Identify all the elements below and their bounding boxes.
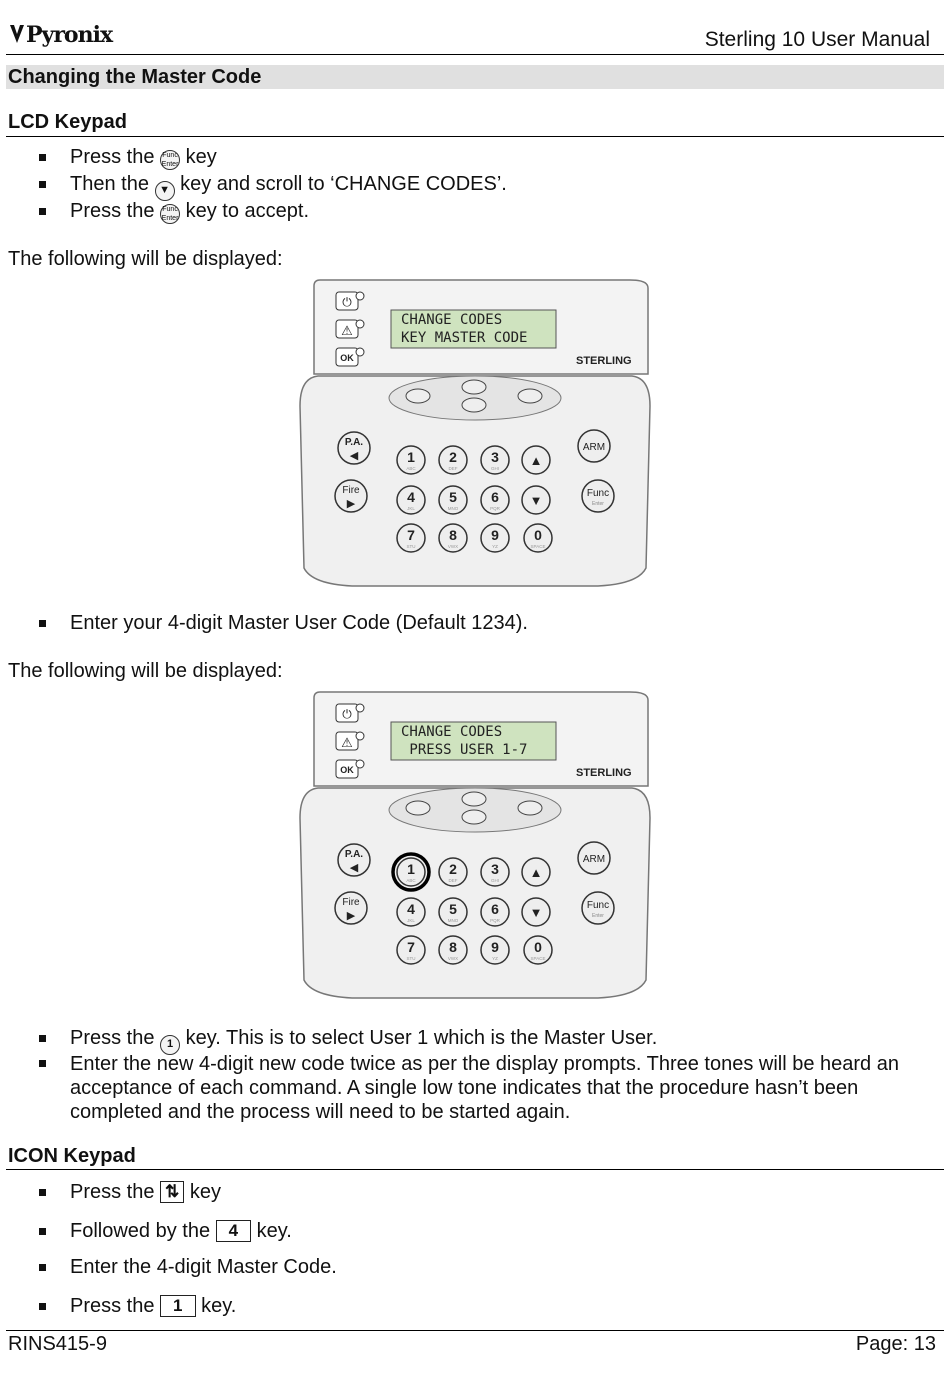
digit-sub-label: STU — [406, 956, 416, 961]
digit-sub-label: SPACE — [530, 956, 546, 961]
lcd-line-1: CHANGE CODES — [401, 724, 503, 740]
digit-label: 7 — [407, 939, 415, 955]
key-4-icon: 4 — [216, 1220, 251, 1242]
section-title: Changing the Master Code — [8, 66, 262, 88]
bullet — [39, 1228, 46, 1235]
icon-keypad-heading: ICON Keypad — [8, 1145, 136, 1167]
icon-step-3: Enter the 4-digit Master Code. — [70, 1256, 337, 1279]
digit-label: 5 — [449, 901, 457, 917]
svg-text:▶: ▶ — [346, 910, 356, 922]
pyronix-logo — [8, 22, 112, 48]
ok-label: OK — [340, 765, 354, 775]
digit-label: 3 — [491, 861, 499, 877]
digit-sub-label: GHI — [490, 466, 500, 471]
bullet — [39, 1035, 46, 1042]
bullet — [39, 1189, 46, 1196]
func-enter-key-icon: Func Enter — [161, 152, 179, 168]
digit-label: 7 — [407, 527, 415, 543]
digit-sub-label: DEF — [448, 878, 458, 883]
svg-text:◀: ◀ — [349, 450, 359, 462]
digit-sub-label: ABC — [406, 878, 416, 883]
digit-label: 2 — [449, 449, 457, 465]
bullet — [39, 1060, 46, 1067]
bullet — [39, 208, 46, 215]
svg-text:Fire: Fire — [342, 485, 360, 496]
func-enter-key-icon: Func Enter — [161, 206, 179, 222]
digit-sub-label: DEF — [448, 466, 458, 471]
digit-sub-label: YZ — [492, 544, 498, 549]
following-text-2: The following will be displayed: — [8, 660, 283, 682]
digit-sub-label: PQR — [490, 918, 500, 923]
digit-sub-label: YZ — [492, 956, 498, 961]
icon-step-2: Followed by the 4 key. — [70, 1220, 292, 1243]
scroll-key-icon: ⇅ — [160, 1181, 184, 1203]
svg-text:Func: Func — [586, 900, 610, 911]
brand-label: STERLING — [576, 767, 632, 779]
header-rule — [6, 54, 944, 55]
svg-text:P.A.: P.A. — [344, 437, 364, 448]
digit-sub-label: SPACE — [530, 544, 546, 549]
digit-sub-label: JKL — [407, 506, 415, 511]
bullet — [39, 1264, 46, 1271]
svg-text:▼: ▼ — [529, 905, 543, 920]
lcd-keypad-heading: LCD Keypad — [8, 111, 127, 133]
digit-label: 0 — [534, 527, 542, 543]
bullet — [39, 154, 46, 161]
digit-label: 4 — [407, 901, 415, 917]
bullet — [39, 1303, 46, 1310]
digit-sub-label: GHI — [490, 878, 500, 883]
svg-text:Enter: Enter — [592, 501, 604, 507]
svg-text:Fire: Fire — [342, 897, 360, 908]
svg-text:ARM: ARM — [582, 854, 606, 865]
lcd-step-enter-code: Enter your 4-digit Master User Code (Default 1234). — [70, 612, 528, 635]
digit-label: 8 — [449, 939, 457, 955]
svg-text:▲: ▲ — [529, 453, 543, 468]
ok-label: OK — [340, 353, 354, 363]
lcd-step-enter-new-code: Enter the new 4-digit new code twice as per the display prompts. Three tones will be heard an acceptance of each command. A single low tone indicates that the procedure hasn’t been completed and the process will need to be started again. — [70, 1052, 899, 1124]
svg-text:▼: ▼ — [529, 493, 543, 508]
key-1-box-icon: 1 — [160, 1295, 195, 1317]
digit-label: 6 — [491, 489, 499, 505]
document-code: RINS415-9 — [8, 1333, 107, 1355]
pyronix-logo-icon — [8, 23, 26, 45]
footer-rule — [6, 1330, 944, 1331]
lcd-step-2: Then the ▼ key and scroll to ‘CHANGE CODES’. — [70, 173, 507, 201]
lcd-line-1: CHANGE CODES — [401, 312, 503, 328]
digit-label: 8 — [449, 527, 457, 543]
svg-text:⚠: ⚠ — [341, 735, 353, 750]
icon-step-1: Press the ⇅ key — [70, 1181, 221, 1204]
digit-label: 1 — [407, 861, 415, 877]
bullet — [39, 181, 46, 188]
digit-sub-label: STU — [406, 544, 416, 549]
lcd-step-1: Press the Func Enter key — [70, 146, 217, 170]
svg-text:⚠: ⚠ — [341, 323, 353, 338]
digit-label: 9 — [491, 939, 499, 955]
svg-text:⏻: ⏻ — [342, 707, 352, 721]
digit-sub-label: MNO — [447, 506, 459, 511]
lcd-rule — [6, 136, 944, 137]
svg-text:Enter: Enter — [592, 913, 604, 919]
lcd-step-press-1: Press the 1 key. This is to select User 1 which is the Master User. — [70, 1027, 657, 1055]
digit-label: 9 — [491, 527, 499, 543]
lcd-step-3: Press the Func Enter key to accept. — [70, 200, 309, 224]
svg-text:▲: ▲ — [529, 865, 543, 880]
digit-label: 4 — [407, 489, 415, 505]
keypad-illustration-1 — [298, 278, 652, 590]
digit-sub-label: ABC — [406, 466, 416, 471]
down-arrow-key-icon: ▼ — [155, 181, 175, 201]
icon-rule — [6, 1169, 944, 1170]
icon-step-4: Press the 1 key. — [70, 1295, 236, 1318]
digit-sub-label: PQR — [490, 506, 500, 511]
lcd-line-2: PRESS USER 1-7 — [401, 742, 528, 758]
page-number: Page: 13 — [855, 1333, 936, 1355]
brand-label: STERLING — [576, 355, 632, 367]
digit-label: 1 — [407, 449, 415, 465]
digit-label: 5 — [449, 489, 457, 505]
digit-label: 3 — [491, 449, 499, 465]
digit-sub-label: VWX — [447, 956, 459, 961]
digit-label: 2 — [449, 861, 457, 877]
bullet — [39, 620, 46, 627]
svg-text:P.A.: P.A. — [344, 849, 364, 860]
logo-text: Pyronix — [26, 22, 113, 48]
digit-sub-label: VWX — [447, 544, 459, 549]
digit-sub-label: MNO — [447, 918, 459, 923]
svg-text:◀: ◀ — [349, 862, 359, 874]
key-1-icon: 1 — [160, 1035, 180, 1055]
lcd-line-2: KEY MASTER CODE — [401, 330, 528, 346]
digit-label: 6 — [491, 901, 499, 917]
svg-text:▶: ▶ — [346, 498, 356, 510]
svg-text:ARM: ARM — [582, 442, 606, 453]
following-text-1: The following will be displayed: — [8, 248, 283, 270]
svg-text:Func: Func — [586, 488, 610, 499]
keypad-illustration-2 — [298, 690, 652, 1002]
digit-label: 0 — [534, 939, 542, 955]
digit-sub-label: JKL — [407, 918, 415, 923]
manual-title: Sterling 10 User Manual — [704, 28, 930, 51]
svg-text:⏻: ⏻ — [342, 295, 352, 309]
